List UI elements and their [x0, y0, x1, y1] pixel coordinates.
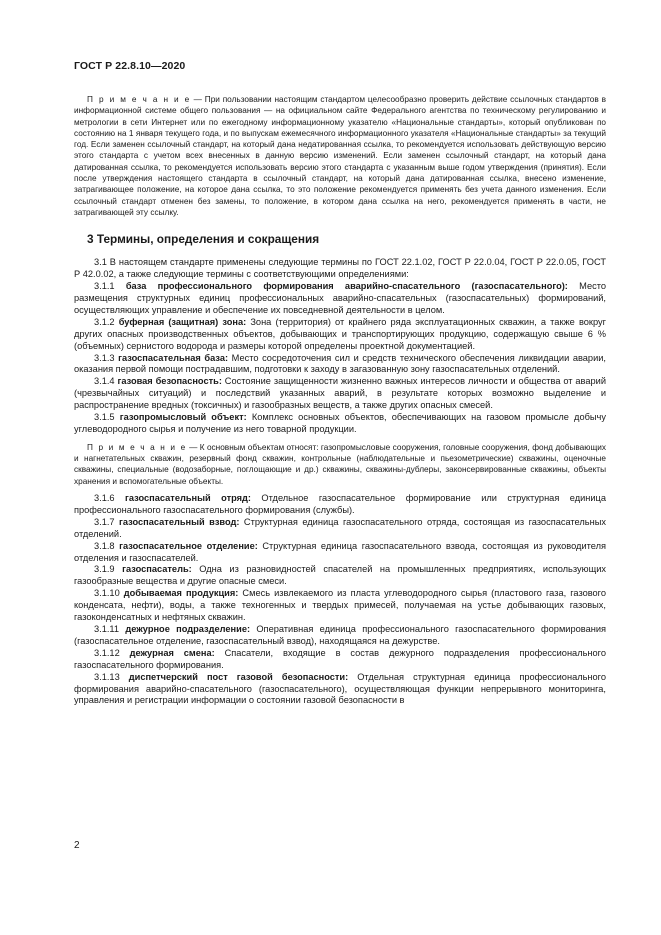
term-definition [74, 588, 606, 624]
term-text: Одна из разновидностей спасателей на промышленных предприятиях, использующих газообразные вещества и другие опасные смеси. [74, 564, 606, 587]
term-definition [74, 317, 606, 353]
term-name: газоспасательный взвод: [119, 516, 240, 527]
term-text: Место сосредоточения сил и средств технического обеспечения ликвидации аварии, оказания первой помощи пострадавшим, подготовки к заходу в загазованную зону газоспасательных отделений. [74, 352, 606, 375]
term-definition [74, 564, 606, 588]
term-name: газоспасатель: [122, 564, 192, 575]
term-name: газовая безопасность: [117, 376, 222, 387]
term-text: Комплекс основных объектов, обеспечивающих на газовом промысле добычу углеводородного сырья и получение из него товарной продукции. [74, 412, 606, 434]
term-number: 3.1.4 [94, 376, 118, 387]
term-number: 3.1.12 [94, 647, 130, 658]
term-definition [74, 517, 606, 541]
term-name: дежурная смена: [129, 647, 215, 658]
terms-list-b [74, 493, 606, 707]
term-text: Смесь извлекаемого из пласта углеводородного сырья (пластового газа, газового конденсата, нефти), воды, а также техногенных и твердых примесей, получаемая на устье добывающих газовых, газоконденсатных и нефтяных скважин. [74, 588, 606, 623]
term-name: буферная (защитная) зона: [118, 316, 247, 327]
section-title: 3 Термины, определения и сокращения [87, 232, 320, 247]
note-text: — При пользовании настоящим стандартом целесообразно проверить действие ссылочных стандартов в информационной системе общего пользования — на официальном сайте Федерального агентства по техническому регулированию и метрологии в сети Интернет или по ежегодному информационному указателю «Национальные стандарты», который опубликован по состоянию на 1 января текущего года, и по выпускам ежемесячного информационного указателя «Национальные стандарты» за текущий год. Если заменен ссылочный стандарт, на который дана недатированная ссылка, то рекомендуется использовать действующую версию этого стандарта с учетом всех внесенных в данную версию изменений. Если заменен ссылочный стандарт, на который дана датированная ссылка, то рекомендуется использовать версию этого стандарта с указанным выше годом утверждения (принятия). Если после утверждения настоящего стандарта в ссылочный стандарт, на который дана датированная ссылка, внесено изменение, затрагивающее положение, на которое дана ссылка, то это положение рекомендуется применять без учета данного изменения. Если ссылочный стандарт отменен без замены, то положение, в котором дана ссылка на него, рекомендуется применять в части, не затрагивающей эту ссылку. [74, 95, 606, 217]
document-header: ГОСТ Р 22.8.10—2020 [74, 60, 186, 72]
term-definition [74, 624, 606, 648]
term-name: газопромысловый объект: [119, 412, 247, 423]
term-name: база профессионального формирования аварийно-спасательного (газоспасательного): [125, 281, 568, 292]
object-note-paragraph [74, 442, 606, 487]
term-number: 3.1.11 [94, 624, 126, 635]
term-text: Отдельное газоспасательное формирование или структурная единица профессионального газоспасательного формирования (службы). [74, 493, 606, 515]
term-number: 3.1.13 [94, 671, 129, 682]
term-name: дежурное подразделение: [125, 624, 251, 635]
term-text: Структурная единица газоспасательного взвода, состоящая из руководителя отделения и газоспасателей. [74, 540, 606, 563]
term-definition [74, 672, 606, 708]
term-number: 3.1.1 [94, 281, 126, 292]
term-definition [74, 412, 606, 436]
term-definition [74, 493, 606, 517]
term-number: 3.1.8 [94, 540, 120, 551]
term-number: 3.1.6 [94, 493, 126, 504]
term-definition [74, 281, 606, 317]
term-text: Оперативная единица профессионального газоспасательного формирования (газоспасательное отделение, газоспасательный взвод), находящаяся на дежурстве. [74, 624, 606, 646]
term-name: газоспасательная база: [118, 352, 229, 363]
term-definition [74, 648, 606, 672]
term-text: Структурная единица газоспасательного отряда, состоящая из газоспасательных отделений. [74, 516, 606, 539]
page-content [74, 94, 606, 707]
intro-paragraph: 3.1 В настоящем стандарте применены следующие термины по ГОСТ 22.1.02, ГОСТ Р 22.0.04, ГОСТ Р 22.0.05, ГОСТ Р 42.0.02, а также следующие термины с соответствующими определениями: [74, 257, 606, 280]
term-definition [74, 353, 606, 377]
term-number: 3.1.3 [94, 352, 119, 363]
term-definition [74, 376, 606, 412]
term-name: газоспасательный отряд: [125, 493, 251, 504]
term-number: 3.1.9 [94, 564, 123, 575]
note-label: П р и м е ч а н и е [87, 442, 187, 452]
terms-list-a [74, 281, 606, 436]
term-text: Зона (территория) от крайнего ряда эксплуатационных скважин, а также вокруг других опасных производственных объектов, добывающих и транспортирующих продукцию, содержащую свыше 6 % (объемных) сернистого водорода и размеры которой определены проектной документацией. [74, 316, 606, 351]
term-number: 3.1.7 [94, 516, 120, 527]
note-label: П р и м е ч а н и е [87, 95, 191, 104]
term-text: Состояние защищенности жизненно важных интересов личности и общества от аварий (чрезвычайных ситуаций) и последствий указанных аварий, в результате которых возможно выделение и распространение вредных (токсичных) и газообразных веществ, а также других опасных смесей. [74, 376, 606, 411]
term-text: Место размещения структурных единиц профессиональных аварийно-спасательных (газоспасательных) формирований, осуществляющих управление и обеспечение их повседневной деятельности в целом. [74, 281, 606, 315]
note-paragraph [74, 94, 606, 218]
page-number: 2 [74, 840, 80, 851]
term-name: диспетчерский пост газовой безопасности: [128, 671, 349, 682]
term-text: Отдельная структурная единица профессионального формирования аварийно-спасательного (газоспасательного), осуществляющая функции непрерывного мониторинга, управления и регистрации информации о состоянии газовой безопасности в [74, 671, 606, 706]
term-text: Спасатели, входящие в состав дежурного подразделения профессионального газоспасательного формирования. [74, 647, 606, 670]
term-name: добываемая продукция: [123, 588, 239, 599]
term-definition [74, 541, 606, 565]
term-number: 3.1.5 [94, 412, 120, 423]
term-number: 3.1.2 [94, 316, 119, 327]
term-number: 3.1.10 [94, 588, 124, 599]
note-text: — К основным объектам относят: газопромысловые сооружения, головные сооружения, фонд добывающих и нагнетательных скважин, резервный фонд скважин, контрольные (наблюдательные и пьезометрические) скважины, оценочные скважины, специальные (водозаборные, поглощающие и др.) скважины, скважины-дублеры, законсервированные скважины, объекты хранения и вспомогательные объекты. [74, 442, 606, 486]
term-name: газоспасательное отделение: [119, 540, 258, 551]
